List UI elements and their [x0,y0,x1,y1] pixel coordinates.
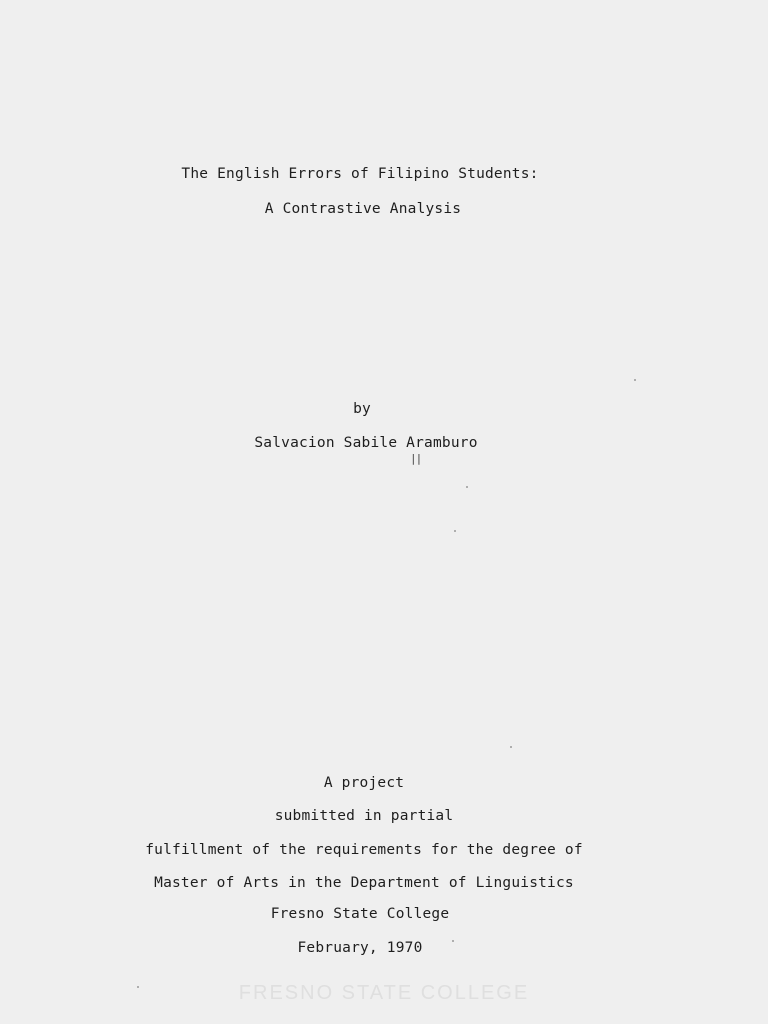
paper-speck [452,940,454,942]
author-name: Salvacion Sabile Aramburo [254,435,478,451]
by-label: by [353,401,371,417]
institution-name: Fresno State College [270,906,450,922]
paper-speck [454,530,456,532]
paper-speck [137,986,139,988]
title-line-1: The English Errors of Filipino Students: [181,166,539,182]
submission-line-1: A project [323,775,405,791]
paper-speck [466,486,468,488]
paper-speck [634,379,636,381]
submission-line-3: fulfillment of the requirements for the degree of [145,842,583,858]
library-stamp: FRESNO STATE COLLEGE [238,982,530,1004]
paper-speck [510,746,512,748]
submission-date: February, 1970 [297,940,423,956]
title-line-2: A Contrastive Analysis [264,201,462,217]
submission-line-2: submitted in partial [274,808,454,824]
submission-line-4: Master of Arts in the Department of Linguistics [154,875,574,891]
diacritic-mark: || [410,452,422,465]
